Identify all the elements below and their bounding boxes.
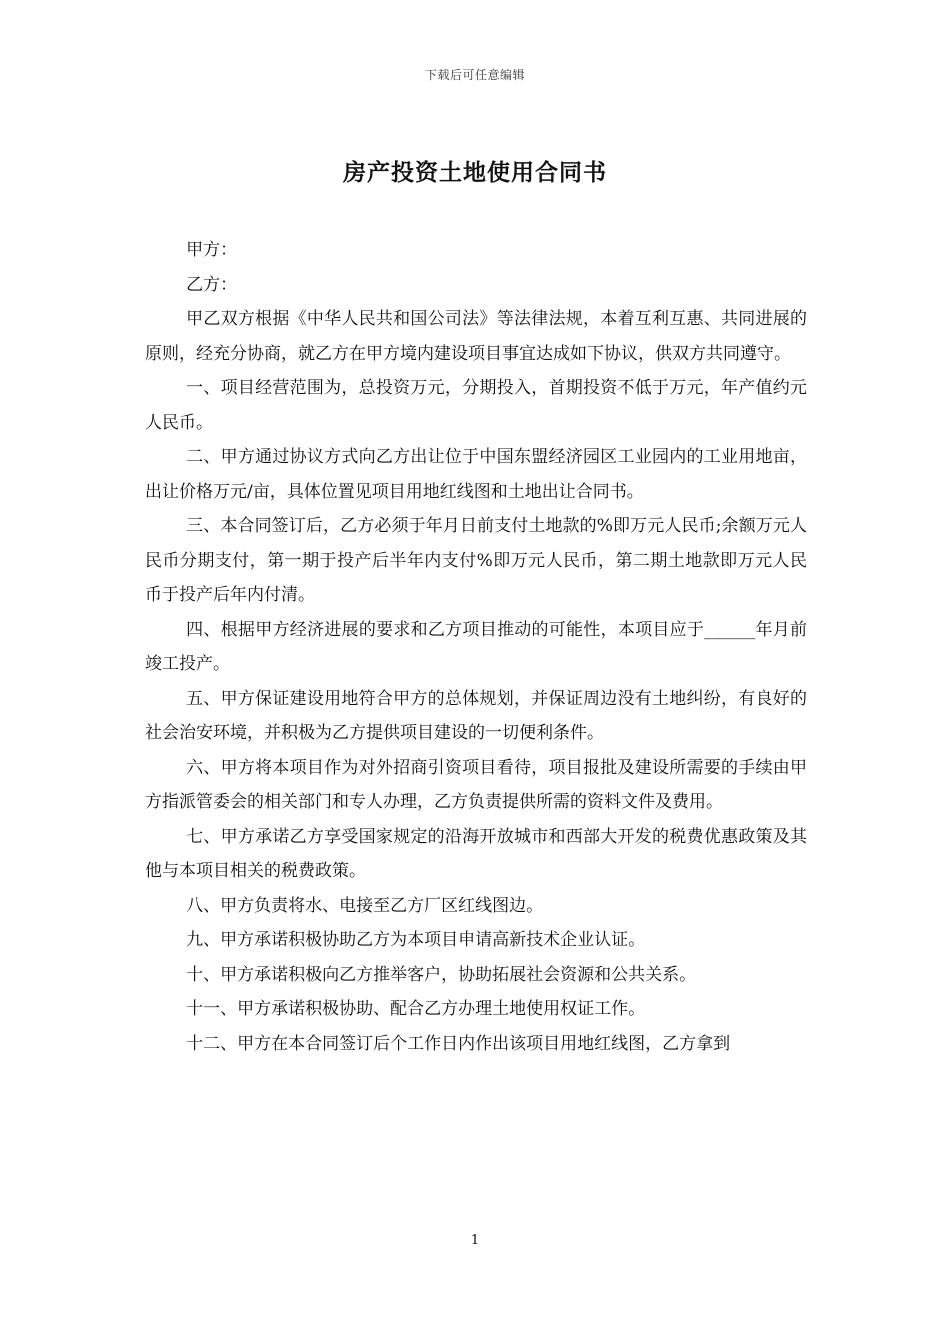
clause-12: 十二、甲方在本合同签订后个工作日内作出该项目用地红线图，乙方拿到 [186, 1033, 731, 1054]
clause-11: 十一、甲方承诺积极协助、配合乙方办理土地使用权证工作。 [186, 999, 646, 1019]
clause-4: 四、根据甲方经济进展的要求和乙方项目推动的可能性，本项目应于______年月前竣工投产。 [145, 619, 807, 674]
document-title: 房产投资土地使用合同书 [343, 159, 607, 186]
clause-7: 七、甲方承诺乙方享受国家规定的沿海开放城市和西部大开发的税费优惠政策及其他与本项目相关的税费政策。 [145, 826, 807, 881]
party-a-line: 甲方： [186, 240, 238, 260]
clause-6: 六、甲方将本项目作为对外招商引资项目看待，项目报批及建设所需要的手续由甲方指派管委会的相关部门和专人办理，乙方负责提供所需的资料文件及费用。 [145, 757, 807, 812]
party-b-line: 乙方： [186, 274, 238, 295]
clause-10: 十、甲方承诺积极向乙方推举客户，协助拓展社会资源和公共关系。 [186, 964, 697, 985]
contract-body [145, 233, 807, 1061]
preamble-paragraph: 甲乙双方根据《中华人民共和国公司法》等法律法规，本着互利互惠、共同进展的原则，经充分协商，就乙方在甲方境内建设项目事宜达成如下协议，供双方共同遵守。 [145, 309, 807, 364]
clause-5: 五、甲方保证建设用地符合甲方的总体规划，并保证周边没有土地纠纷，有良好的社会治安环境，并积极为乙方提供项目建设的一切便利条件。 [145, 688, 807, 743]
clause-2: 二、甲方通过协议方式向乙方出让位于中国东盟经济园区工业园内的工业用地亩，出让价格万元/亩，具体位置见项目用地红线图和土地出让合同书。 [145, 447, 807, 502]
header-note: 下载后可任意编辑 [424, 68, 525, 82]
clause-1: 一、项目经营范围为，总投资万元，分期投入，首期投资不低于万元，年产值约元人民币。 [145, 378, 807, 433]
clause-9: 九、甲方承诺积极协助乙方为本项目申请高新技术企业认证。 [186, 930, 646, 950]
page-number: 1 [470, 1233, 480, 1248]
clause-3: 三、本合同签订后，乙方必须于年月日前支付土地款的%即万元人民币;余额万元人民币分期支付，第一期于投产后半年内支付%即万元人民币，第二期土地款即万元人民币于投产后年内付清。 [145, 516, 807, 605]
clause-8: 八、甲方负责将水、电接至乙方厂区红线图边。 [186, 895, 544, 916]
